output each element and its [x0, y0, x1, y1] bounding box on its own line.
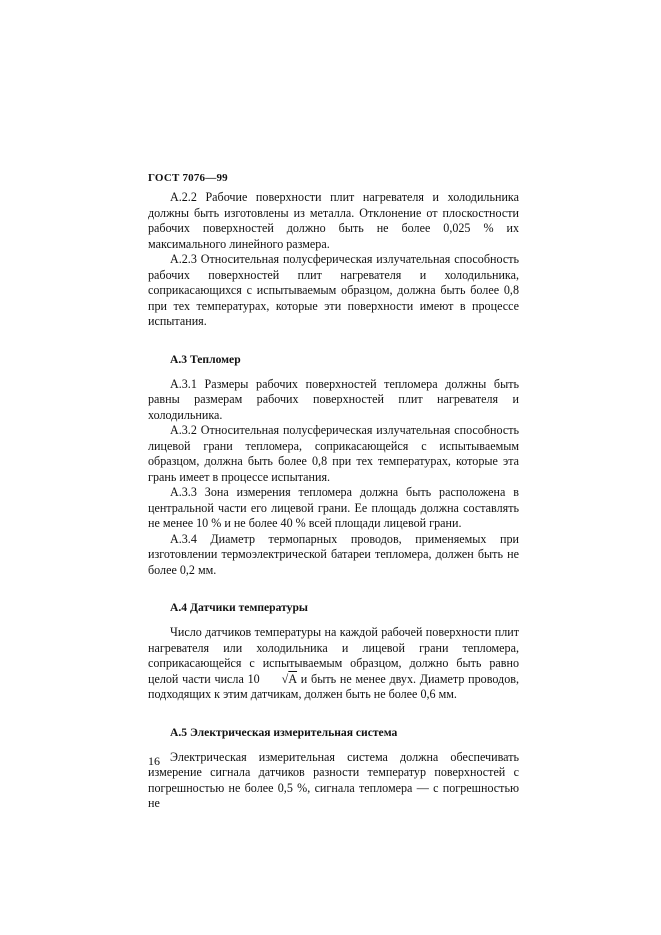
formula-coefficient: 10 [247, 671, 260, 686]
paragraph-a4 [148, 625, 519, 703]
page-body [148, 190, 519, 812]
paragraph-a34: А.3.4 Диаметр термопарных проводов, применяемых при изготовлении термоэлектрической батареи тепломера, должен быть не более 0,2 мм. [148, 531, 519, 577]
paragraph-a33: А.3.3 Зона измерения тепломера должна быть расположена в центральной части его лицевой грани. Ее площадь должна составлять не менее 10 % и не более 40 % всей площади лицевой грани. [148, 485, 519, 530]
paragraph-a4-end: и быть не менее двух. Диаметр проводов, подходящих к этим датчикам, должен быть не более 0,6 мм. [148, 671, 519, 701]
section-heading-a3: А.3 Тепломер [170, 352, 241, 366]
square-root-formula [260, 672, 297, 688]
paragraph-a23: А.2.3 Относительная полусферическая излучательная способность рабочих поверхностей плит нагревателя и холодильника, соприкасающихся с испытываемым образцом, должна быть более 0,8 при тех температурах, которые эти поверхности имеют в процессе испытания. [148, 252, 519, 328]
paragraph-a4-start: Число датчиков температуры на каждой рабочей поверхности плит нагревателя или холодильника и лицевой грани тепломера, соприкасающейся с испытываемым образцом, должно быть равно целой части числа [148, 625, 519, 686]
page-number: 16 [148, 754, 160, 768]
paragraph-a5: Электрическая измерительная система должна обеспечивать измерение сигнала датчиков разности температур поверхностей с погрешностью не более 0,5 %, сигнала тепломера — с погрешностью не [148, 749, 519, 810]
section-heading-a5: А.5 Электрическая измерительная система [170, 725, 398, 739]
document-header: ГОСТ 7076—99 [148, 172, 228, 184]
radicand: A [288, 671, 298, 686]
paragraph-a22: А.2.2 Рабочие поверхности плит нагревателя и холодильника должны быть изготовлены из металла. Отклонение от плоскостности рабочих поверхностей должно быть не более 0,025 % их максимального линейного размера. [148, 190, 519, 251]
paragraph-a31: А.3.1 Размеры рабочих поверхностей тепломера должны быть равны размерам рабочих поверхностей плит нагревателя и холодильника. [148, 376, 519, 422]
radical-sign: √ [281, 671, 289, 686]
section-heading-a4: А.4 Датчики температуры [170, 601, 308, 614]
paragraph-a32: А.3.2 Относительная полусферическая излучательная способность лицевой грани тепломера, соприкасающейся с испытываемым образцом, должна быть более 0,8 при тех температурах, которые эта грань имеет в процессе испытания. [148, 423, 519, 484]
